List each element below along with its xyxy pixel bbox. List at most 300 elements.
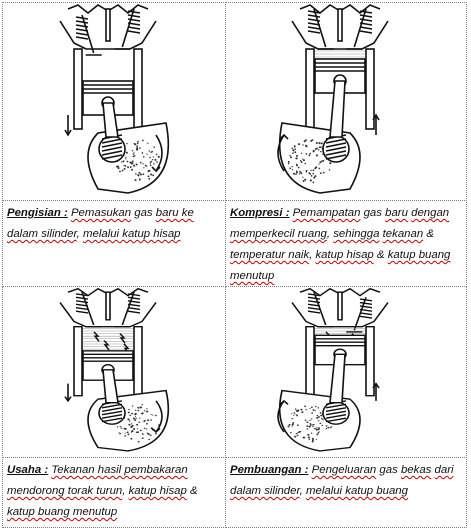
speckle-dot bbox=[304, 405, 306, 407]
speckle-dot bbox=[292, 169, 293, 170]
speckle-dot bbox=[142, 152, 144, 154]
speckle-dot bbox=[132, 430, 133, 431]
speckle-dot bbox=[309, 408, 310, 409]
valve-spring-coil bbox=[360, 31, 372, 33]
crank-counterweight bbox=[280, 123, 360, 193]
speckle-dot bbox=[149, 150, 150, 151]
caption-text-segment: katup hisap bbox=[128, 485, 187, 497]
speckle-dot bbox=[134, 419, 136, 421]
cylinder-wall-right bbox=[366, 49, 374, 129]
speckle-dot bbox=[140, 430, 142, 432]
speckle-dot bbox=[300, 172, 302, 174]
speckle-dot bbox=[306, 170, 308, 172]
speckle-dot bbox=[148, 433, 150, 435]
caption-text-segment: Tekanan hasil pembakaran bbox=[51, 464, 188, 476]
speckle-dot bbox=[133, 165, 135, 167]
chamber-contents bbox=[315, 328, 365, 333]
speckle-dot bbox=[131, 423, 132, 424]
speckle-dot bbox=[290, 432, 292, 433]
speckle-dot bbox=[142, 140, 144, 142]
compression-diagram-cell bbox=[225, 2, 467, 201]
spark-plug bbox=[338, 292, 342, 320]
speckle-dot bbox=[136, 145, 138, 147]
caption-text-segment: , bbox=[309, 249, 316, 261]
speckle-dot bbox=[137, 407, 139, 408]
speckle-dot bbox=[148, 175, 150, 177]
speckle-dot bbox=[309, 154, 311, 156]
speckle-dot bbox=[150, 161, 152, 163]
speckle-dot bbox=[320, 151, 322, 153]
speckle-dot bbox=[143, 167, 144, 168]
valve-spring-coil bbox=[76, 311, 88, 313]
caption-text-segment: gas bbox=[360, 207, 386, 219]
speckle-dot bbox=[297, 424, 299, 426]
speckle-dot bbox=[126, 152, 128, 154]
speckle-dot bbox=[140, 407, 142, 409]
speckle-dot bbox=[149, 157, 151, 159]
speckle-dot bbox=[314, 410, 316, 411]
speckle-dot bbox=[294, 146, 295, 147]
speckle-dot bbox=[155, 415, 157, 417]
speckle-dot bbox=[311, 418, 312, 419]
speckle-dot bbox=[134, 143, 136, 145]
cylinder-wall-left bbox=[306, 49, 314, 129]
exhaust-caption bbox=[225, 457, 467, 528]
speckle-dot bbox=[317, 415, 319, 416]
caption-text-segment: Pengeluaran bbox=[311, 464, 377, 476]
valve-spring-coil bbox=[128, 297, 140, 299]
speckle-dot bbox=[300, 160, 301, 161]
valve-spring-coil bbox=[76, 308, 88, 310]
speckle-dot bbox=[139, 418, 140, 419]
speckle-dot bbox=[129, 420, 131, 421]
spark-flash bbox=[104, 341, 109, 350]
valve-spring-coil bbox=[128, 15, 140, 17]
speckle-dot bbox=[299, 173, 300, 174]
speckle-dot bbox=[318, 416, 320, 418]
speckle-dot bbox=[137, 143, 139, 145]
speckle-dot bbox=[303, 160, 304, 161]
speckle-dot bbox=[322, 160, 324, 162]
speckle-dot bbox=[316, 154, 318, 156]
speckle-dot bbox=[323, 172, 325, 174]
speckle-dot bbox=[318, 407, 320, 408]
speckle-dot bbox=[319, 147, 320, 148]
speckle-dot bbox=[300, 431, 302, 432]
speckle-dot bbox=[151, 151, 153, 153]
speckle-dot bbox=[152, 414, 153, 415]
speckle-dot bbox=[150, 173, 152, 175]
speckle-dot bbox=[288, 161, 290, 163]
speckle-dot bbox=[312, 426, 314, 427]
caption-text-segment: katup buang menutup bbox=[230, 249, 451, 282]
speckle-dot bbox=[293, 415, 294, 416]
valve-spring-coil bbox=[308, 297, 320, 299]
speckle-dot bbox=[142, 433, 144, 434]
speckle-dot bbox=[321, 160, 323, 162]
speckle-dot bbox=[119, 170, 121, 172]
speckle-dot bbox=[311, 433, 313, 434]
speckle-dot bbox=[304, 179, 306, 181]
valve-spring-coil bbox=[360, 313, 372, 315]
speckle-dot bbox=[124, 428, 125, 429]
engine-group bbox=[60, 289, 168, 451]
speckle-dot bbox=[133, 428, 135, 430]
speckle-dot bbox=[294, 148, 296, 150]
speckle-dot bbox=[156, 161, 158, 163]
speckle-dot bbox=[309, 420, 310, 421]
speckle-dot bbox=[137, 174, 139, 176]
speckle-dot bbox=[129, 415, 131, 416]
speckle-dot bbox=[314, 175, 316, 177]
speckle-dot bbox=[327, 427, 329, 429]
speckle-dot bbox=[292, 149, 294, 151]
speckle-dot bbox=[147, 419, 149, 421]
valve-spring-coil bbox=[76, 37, 88, 39]
spark-flash bbox=[94, 332, 99, 341]
speckle-dot bbox=[300, 409, 302, 411]
speckle-dot bbox=[152, 159, 153, 160]
speckle-dot bbox=[142, 412, 144, 414]
valve-spring-coil bbox=[308, 27, 320, 29]
speckle-dot bbox=[311, 406, 313, 408]
speckle-dot bbox=[303, 180, 305, 182]
valve-spring-coil bbox=[360, 15, 372, 17]
speckle-dot bbox=[135, 179, 137, 181]
caption-text-segment: melalui katup buang bbox=[306, 485, 408, 497]
speckle-dot bbox=[144, 428, 146, 429]
speckle-dot bbox=[296, 414, 297, 415]
speckle-dot bbox=[133, 417, 135, 419]
caption-text-segment: baru bbox=[385, 207, 408, 219]
speckle-dot bbox=[130, 166, 132, 168]
caption-text-segment: & bbox=[186, 485, 198, 497]
caption-text-segment: & bbox=[423, 228, 434, 240]
engine-group bbox=[60, 5, 168, 193]
four-stroke-table bbox=[2, 2, 467, 528]
speckle-dot bbox=[125, 158, 126, 159]
speckle-dot bbox=[319, 423, 321, 424]
speckle-dot bbox=[316, 417, 318, 419]
speckle-dot bbox=[314, 428, 316, 430]
speckle-dot bbox=[122, 170, 124, 172]
crankshaft bbox=[280, 391, 360, 451]
speckle-dot bbox=[139, 179, 141, 181]
speckle-dot bbox=[289, 155, 290, 156]
speckle-dot bbox=[292, 166, 293, 167]
speckle-dot bbox=[150, 164, 152, 166]
speckle-dot bbox=[301, 153, 302, 154]
speckle-dot bbox=[128, 412, 130, 414]
speckle-dot bbox=[292, 425, 293, 426]
spark-plug bbox=[338, 9, 342, 41]
caption-text-segment: , bbox=[299, 485, 306, 497]
speckle-dot bbox=[117, 426, 118, 427]
speckle-dot bbox=[316, 439, 317, 440]
speckle-dot bbox=[138, 441, 140, 443]
speckle-dot bbox=[320, 412, 322, 414]
speckle-dot bbox=[147, 143, 148, 144]
speckle-dot bbox=[308, 436, 310, 438]
valve-spring-coil bbox=[308, 311, 320, 313]
speckle-dot bbox=[141, 404, 142, 405]
speckle-dot bbox=[136, 164, 137, 165]
speckle-dot bbox=[318, 149, 320, 151]
compression-caption bbox=[225, 200, 467, 287]
speckle-dot bbox=[303, 437, 305, 439]
valve-spring-coil bbox=[76, 297, 88, 299]
speckle-dot bbox=[309, 172, 311, 174]
speckle-dot bbox=[292, 422, 294, 424]
speckle-dot bbox=[289, 167, 291, 169]
speckle-dot bbox=[134, 413, 136, 415]
caption-text-segment: gas bbox=[131, 207, 156, 219]
speckle-dot bbox=[318, 142, 320, 144]
caption-text-segment: melalui katup hisap bbox=[83, 228, 181, 240]
speckle-dot bbox=[316, 427, 317, 428]
cylinder-wall-right bbox=[134, 327, 142, 396]
speckle-dot bbox=[326, 428, 328, 429]
caption-text-segment: , bbox=[122, 485, 129, 497]
speckle-dot bbox=[305, 409, 306, 410]
speckle-dot bbox=[315, 148, 317, 150]
speckle-dot bbox=[118, 167, 120, 169]
speckle-dot bbox=[298, 432, 300, 434]
speckle-dot bbox=[311, 412, 313, 414]
valve-spring-coil bbox=[128, 31, 140, 33]
speckle-dot bbox=[140, 174, 141, 175]
speckle-dot bbox=[155, 159, 156, 160]
compression-stroke-engine-illustration bbox=[226, 3, 466, 200]
speckle-dot bbox=[288, 163, 290, 165]
speckle-dot bbox=[125, 165, 127, 167]
speckle-dot bbox=[309, 426, 311, 428]
crankshaft bbox=[88, 391, 168, 451]
speckle-dot bbox=[296, 165, 298, 167]
intake-stroke-engine-illustration bbox=[3, 3, 225, 200]
engine-group bbox=[278, 289, 388, 451]
crank-counterweight bbox=[88, 123, 168, 193]
speckle-dot bbox=[306, 428, 308, 429]
caption-text-segment: baru ke bbox=[155, 207, 194, 219]
speckle-dot bbox=[136, 147, 138, 149]
speckle-dot bbox=[121, 161, 122, 162]
speckle-dot bbox=[297, 435, 299, 437]
caption-text-segment: Pemampatan bbox=[292, 207, 361, 219]
speckle-dot bbox=[292, 152, 294, 154]
speckle-dot bbox=[151, 414, 152, 415]
speckle-dot bbox=[302, 144, 303, 145]
speckle-dot bbox=[304, 163, 306, 165]
speckle-dot bbox=[133, 154, 134, 155]
speckle-dot bbox=[304, 140, 306, 142]
speckle-dot bbox=[313, 150, 315, 152]
cylinder-wall-left bbox=[74, 327, 82, 396]
speckle-dot bbox=[306, 425, 308, 427]
speckle-dot bbox=[322, 425, 323, 426]
speckle-dot bbox=[296, 170, 298, 172]
valve-spring-coil bbox=[360, 303, 372, 305]
speckle-dot bbox=[135, 410, 136, 411]
stroke-title: Pembuangan : bbox=[230, 464, 309, 476]
speckle-dot bbox=[310, 424, 312, 426]
speckle-dot bbox=[135, 418, 136, 419]
speckle-dot bbox=[116, 166, 118, 168]
speckle-dot bbox=[312, 409, 314, 411]
speckle-dot bbox=[326, 425, 328, 426]
speckle-dot bbox=[122, 160, 124, 162]
speckle-dot bbox=[142, 437, 144, 438]
speckle-dot bbox=[313, 169, 315, 171]
speckle-dot bbox=[312, 139, 314, 141]
crank-counterweight bbox=[88, 391, 168, 451]
speckle-dot bbox=[302, 177, 303, 178]
intake-diagram-cell bbox=[2, 2, 226, 201]
speckle-dot bbox=[133, 156, 135, 158]
speckle-dot bbox=[125, 157, 126, 158]
speckle-dot bbox=[119, 433, 121, 434]
caption-text-segment: dengan memperkecil ruang bbox=[230, 207, 450, 240]
speckle-dot bbox=[137, 141, 139, 143]
caption-text-segment: dari dalam silinder bbox=[230, 464, 454, 497]
speckle-dot bbox=[136, 432, 138, 433]
speckle-dot bbox=[146, 154, 147, 155]
speckle-dot bbox=[306, 421, 308, 423]
speckle-dot bbox=[158, 156, 160, 158]
valve-spring-coil bbox=[128, 27, 140, 29]
speckle-dot bbox=[312, 182, 314, 184]
speckle-dot bbox=[131, 413, 133, 415]
speckle-dot bbox=[152, 174, 154, 176]
exhaust-stroke-engine-illustration bbox=[226, 287, 466, 457]
speckle-dot bbox=[312, 441, 314, 443]
speckle-dot bbox=[153, 146, 155, 148]
speckle-dot bbox=[131, 169, 133, 171]
cylinder-wall-left bbox=[74, 49, 82, 129]
caption-text-segment: temperatur naik bbox=[230, 249, 310, 261]
caption-text-segment: katup buang menutup bbox=[7, 506, 118, 518]
crank-counterweight bbox=[280, 391, 360, 451]
stroke-title: Pengisian : bbox=[7, 207, 68, 219]
speckle-dot bbox=[135, 173, 137, 175]
caption-text-segment: & bbox=[373, 249, 388, 261]
speckle-dot bbox=[153, 163, 154, 164]
speckle-dot bbox=[150, 419, 152, 420]
speckle-dot bbox=[296, 158, 297, 159]
chamber-contents bbox=[315, 51, 365, 57]
stroke-title: Kompresi : bbox=[230, 207, 290, 219]
speckle-dot bbox=[314, 167, 316, 169]
speckle-dot bbox=[329, 169, 330, 170]
speckle-dot bbox=[132, 161, 134, 163]
speckle-dot bbox=[318, 420, 319, 421]
speckle-dot bbox=[310, 179, 312, 181]
speckle-dot bbox=[142, 163, 143, 164]
speckle-dot bbox=[298, 143, 300, 145]
power-stroke-engine-illustration bbox=[3, 287, 225, 457]
speckle-dot bbox=[321, 142, 323, 144]
speckle-dot bbox=[149, 170, 151, 172]
caption-text-segment: , bbox=[326, 228, 334, 240]
speckle-dot bbox=[306, 153, 308, 155]
cylinder-wall-right bbox=[134, 49, 142, 129]
speckle-dot bbox=[127, 166, 129, 168]
speckle-dot bbox=[331, 426, 333, 427]
speckle-dot bbox=[142, 173, 144, 175]
speckle-dot bbox=[131, 162, 133, 164]
speckle-dot bbox=[291, 418, 292, 419]
speckle-dot bbox=[153, 156, 154, 157]
speckle-dot bbox=[130, 438, 132, 440]
spark-flash bbox=[120, 334, 125, 343]
speckle-dot bbox=[296, 433, 297, 434]
speckle-dot bbox=[146, 411, 148, 413]
speckle-dot bbox=[320, 172, 322, 174]
speckle-dot bbox=[136, 424, 138, 426]
caption-text-segment: tekanan bbox=[382, 228, 424, 240]
speckle-dot bbox=[316, 434, 318, 436]
speckle-dot bbox=[144, 420, 146, 422]
speckle-dot bbox=[155, 433, 157, 435]
speckle-dot bbox=[150, 435, 152, 436]
valve-spring-coil bbox=[308, 15, 320, 17]
speckle-dot bbox=[138, 172, 140, 174]
speckle-dot bbox=[127, 161, 129, 163]
speckle-dot bbox=[124, 433, 125, 434]
crankshaft bbox=[88, 123, 168, 193]
speckle-dot bbox=[316, 429, 318, 431]
speckle-dot bbox=[126, 143, 127, 144]
speckle-dot bbox=[138, 422, 140, 423]
speckle-dot bbox=[121, 428, 123, 429]
speckle-dot bbox=[294, 436, 296, 438]
speckle-dot bbox=[313, 424, 314, 425]
speckle-dot bbox=[307, 434, 309, 436]
speckle-dot bbox=[301, 161, 303, 163]
speckle-dot bbox=[315, 406, 317, 407]
engine-group bbox=[278, 5, 388, 193]
spark-plug bbox=[106, 9, 110, 41]
valve-spring-coil bbox=[308, 31, 320, 33]
valve-spring-coil bbox=[360, 27, 372, 29]
speckle-dot bbox=[288, 426, 290, 428]
speckle-dot bbox=[148, 178, 150, 180]
speckle-dot bbox=[144, 410, 145, 411]
crankshaft bbox=[280, 123, 360, 193]
speckle-dot bbox=[132, 150, 133, 151]
speckle-dot bbox=[318, 164, 319, 165]
exhaust-diagram-cell bbox=[225, 286, 467, 458]
speckle-dot bbox=[309, 153, 311, 155]
caption-text-segment: dalam silinder bbox=[7, 228, 77, 240]
speckle-dot bbox=[127, 434, 129, 435]
speckle-dot bbox=[148, 439, 150, 440]
speckle-dot bbox=[296, 155, 298, 157]
speckle-dot bbox=[140, 162, 142, 164]
speckle-dot bbox=[318, 168, 320, 170]
speckle-dot bbox=[301, 411, 303, 413]
speckle-dot bbox=[132, 405, 134, 406]
speckle-dot bbox=[292, 423, 294, 425]
speckle-dot bbox=[310, 170, 311, 171]
speckle-dot bbox=[146, 166, 147, 167]
speckle-dot bbox=[297, 409, 299, 411]
speckle-dot bbox=[291, 148, 293, 150]
caption-text-segment: mendorong torak turun bbox=[7, 485, 123, 497]
speckle-dot bbox=[316, 142, 318, 144]
speckle-dot bbox=[293, 173, 295, 175]
valve-spring-coil bbox=[308, 308, 320, 310]
